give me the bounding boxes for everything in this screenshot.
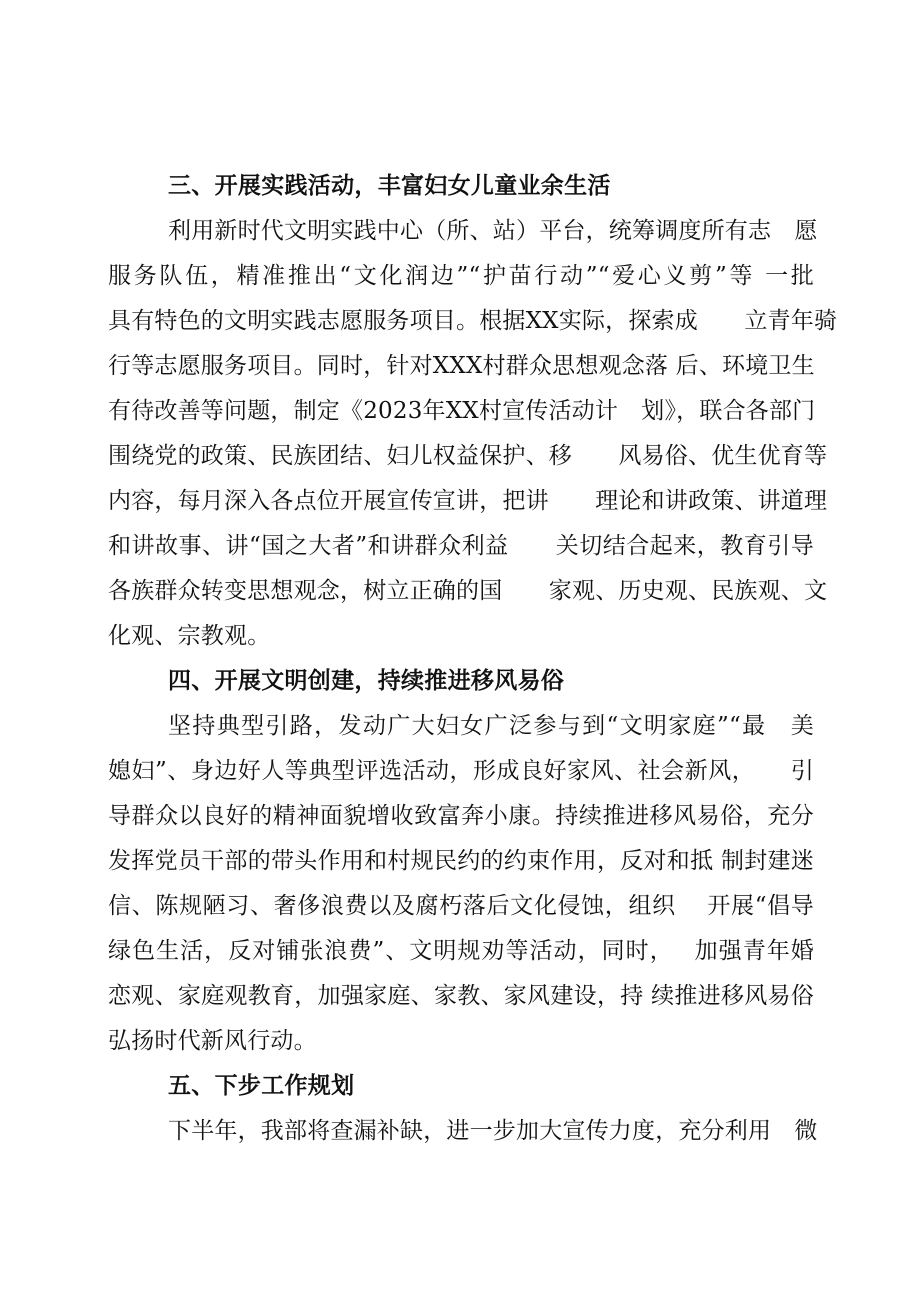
paragraph-line: 围绕党的政策、民族团结、妇儿权益保护、移 风易俗、优生优育等 — [108, 443, 828, 469]
paragraph-line: 化观、宗教观。 — [108, 623, 271, 649]
paragraph-line: 服务队伍，精准推出“文化润边”“护苗行动”“爱心义剪”等 一批 — [108, 263, 814, 289]
section-heading: 四、开展文明创建，持续推进移风易俗 — [168, 668, 565, 694]
paragraph-line: 各族群众转变思想观念，树立正确的国 家观、历史观、民族观、文 — [108, 578, 828, 604]
paragraph-line: 弘扬时代新风行动。 — [108, 1028, 317, 1054]
paragraph-line: 具有特色的文明实践志愿服务项目。根据XX实际，探索成 立青年骑 — [108, 308, 838, 334]
paragraph-line: 行等志愿服务项目。同时，针对XXX村群众思想观念落 后、环境卫生 — [108, 353, 815, 379]
paragraph-line: 内容，每月深入各点位开展宣传宣讲，把讲 理论和讲政策、讲道理 — [108, 488, 828, 514]
paragraph-line: 坚持典型引路，发动广大妇女广泛参与到“文明家庭”“最 美 — [168, 713, 814, 739]
paragraph-line: 信、陈规陋习、奢侈浪费以及腐朽落后文化侵蚀，组织 开展“倡导 — [108, 893, 814, 919]
paragraph-line: 发挥党员干部的带头作用和村规民约的约束作用，反对和抵 制封建迷 — [108, 848, 814, 874]
paragraph-line: 绿色生活，反对铺张浪费”、文明规劝等活动，同时， 加强青年婚 — [108, 938, 814, 964]
paragraph-line: 恋观、家庭观教育，加强家庭、家教、家风建设，持 续推进移风易俗 — [108, 983, 814, 1009]
section-heading: 三、开展实践活动，丰富妇女儿童业余生活 — [168, 173, 611, 199]
paragraph-line: 媳妇”、身边好人等典型评选活动，形成良好家风、社会新风， 引 — [108, 758, 814, 784]
paragraph-line: 利用新时代文明实践中心（所、站）平台，统筹调度所有志 愿 — [168, 218, 818, 244]
paragraph-line: 和讲故事、讲“国之大者”和讲群众利益 关切结合起来，教育引导 — [108, 533, 814, 559]
paragraph-line: 下半年，我部将查漏补缺，进一步加大宣传力度，充分利用 微 — [168, 1118, 818, 1144]
paragraph-line: 导群众以良好的精神面貌增收致富奔小康。持续推进移风易俗，充分 — [108, 803, 814, 829]
section-heading: 五、下步工作规划 — [168, 1073, 355, 1099]
paragraph-line: 有待改善等问题，制定《2023年XX村宣传活动计 划》，联合各部门 — [108, 398, 816, 424]
